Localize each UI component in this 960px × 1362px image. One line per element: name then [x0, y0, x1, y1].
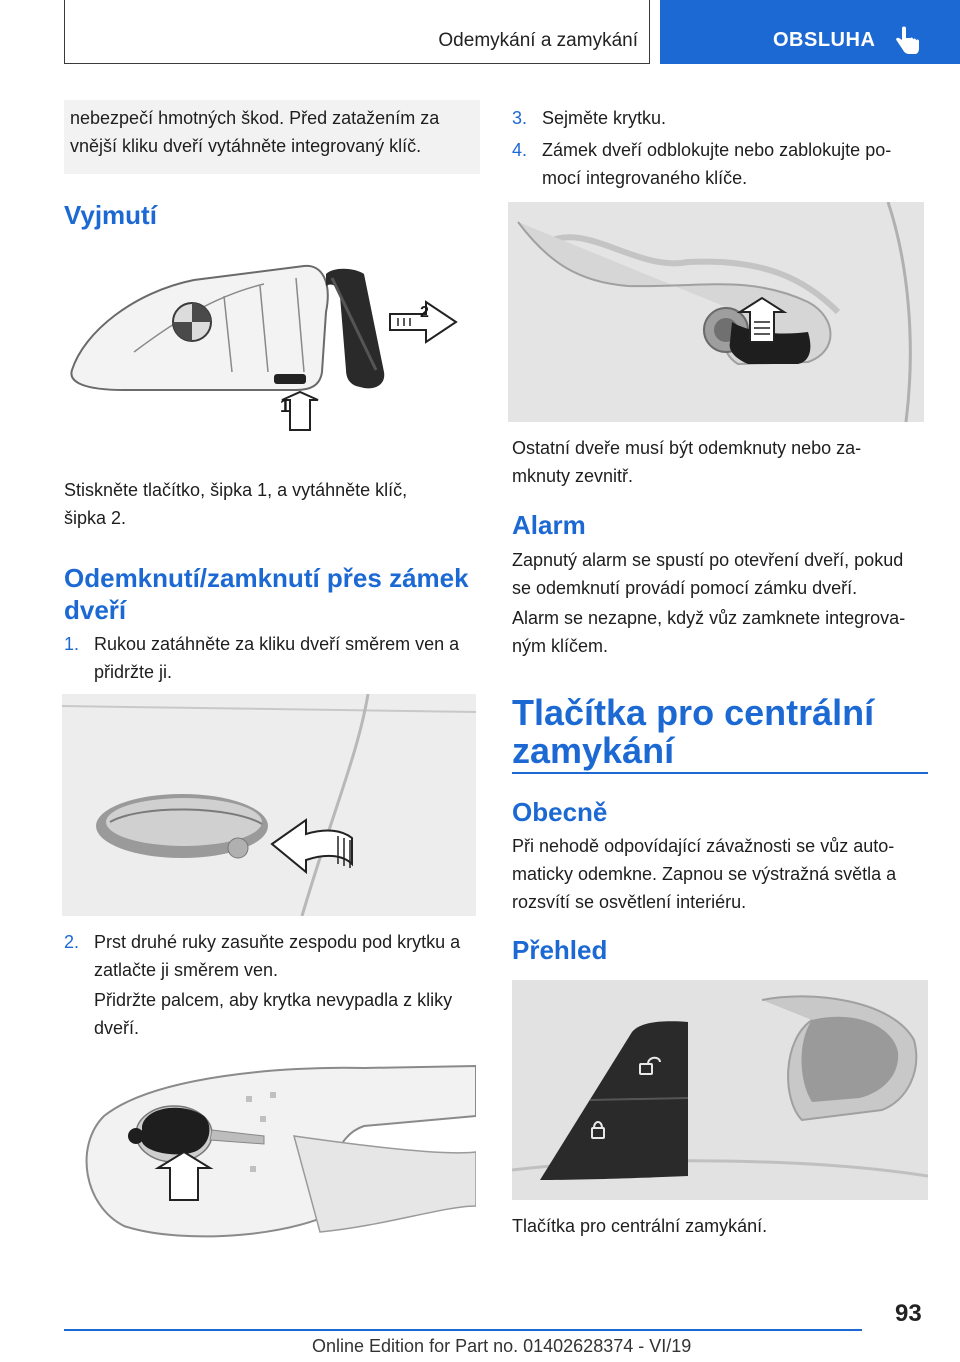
alarm-text-2-line-1: Alarm se nezapne, když vůz zamknete integrova- [512, 608, 906, 628]
heading-lock-line-1: Odemknutí/zamknutí přes zámek [64, 563, 469, 593]
pointing-hand-icon [893, 26, 921, 56]
step-1-number: 1. [64, 634, 80, 654]
step-3-number: 3. [512, 108, 528, 128]
step-2-note-line-1: Přidržte palcem, aby krytka nevypadla z kliky [94, 990, 453, 1010]
alarm-text-2-line-2: ným klíčem. [512, 636, 609, 656]
heading-overview: Přehled [512, 935, 608, 965]
heading-underline [512, 772, 928, 774]
step-4-line-1: Zámek dveří odblokujte nebo zablokujte po- [542, 140, 892, 160]
step-4-line-2: mocí integrovaného klíče. [542, 168, 748, 188]
step-2-note-line-2: dveří. [94, 1018, 140, 1038]
heading-central-locking-line-1: Tlačítka pro centrální [512, 692, 875, 733]
step-4-number: 4. [512, 140, 528, 160]
footer-edition: Online Edition for Part no. 01402628374 - VI/19 [312, 1336, 692, 1356]
heading-alarm: Alarm [512, 510, 586, 540]
step-2-line-1: Prst druhé ruky zasuňte zespodu pod krytku a [94, 932, 461, 952]
step-2-line-2: zatlačte ji směrem ven. [94, 960, 279, 980]
section-tab-label: OBSLUHA [773, 29, 876, 51]
general-text-line-3: rozsvítí se osvětlení interiéru. [512, 892, 747, 912]
header-title: Odemykání a zamykání [438, 30, 638, 51]
heading-central-locking-line-2: zamykání [512, 730, 675, 771]
step-2-number: 2. [64, 932, 80, 952]
warning-text-line-2: vnější kliku dveří vytáhněte integrovaný klíč. [70, 136, 422, 156]
warning-text-line-1: nebezpečí hmotných škod. Před zatažením za [70, 108, 440, 128]
doors-note-line-1: Ostatní dveře musí být odemknuty nebo za- [512, 438, 862, 458]
step-1-line-1: Rukou zatáhněte za kliku dveří směrem ven a [94, 634, 460, 654]
step-1-line-2: přidržte ji. [94, 662, 173, 682]
door-handle-illustration [62, 694, 476, 916]
general-text-line-1: Při nehodě odpovídající závažnosti se vůz auto- [512, 836, 895, 856]
arrow-label-2: 2 [420, 304, 429, 321]
alarm-text-1-line-1: Zapnutý alarm se spustí po otevření dveří, pokud [512, 550, 904, 570]
cover-illustration [64, 1056, 476, 1248]
step-3-text: Sejměte krytku. [542, 108, 667, 128]
key-illustration [64, 252, 480, 438]
heading-general: Obecně [512, 797, 608, 827]
heading-lock-line-2: dveří [64, 595, 127, 625]
arrow-label-1: 1 [280, 396, 291, 416]
general-text-line-2: maticky odemkne. Zapnou se výstražná světla a [512, 864, 897, 884]
buttons-caption: Tlačítka pro centrální zamykání. [512, 1216, 768, 1236]
heading-removal: Vyjmutí [64, 200, 157, 230]
doors-note-line-2: mknuty zevnitř. [512, 466, 634, 486]
page-number: 93 [895, 1300, 922, 1327]
key-text-line-2: šipka 2. [64, 508, 127, 528]
footer-divider [64, 1329, 862, 1331]
key-text-line-1: Stiskněte tlačítko, šipka 1, a vytáhněte klíč, [64, 480, 408, 500]
alarm-text-1-line-2: se odemknutí provádí pomocí zámku dveří. [512, 578, 858, 598]
central-locking-buttons-illustration [512, 980, 928, 1200]
key-in-lock-illustration [508, 202, 924, 422]
